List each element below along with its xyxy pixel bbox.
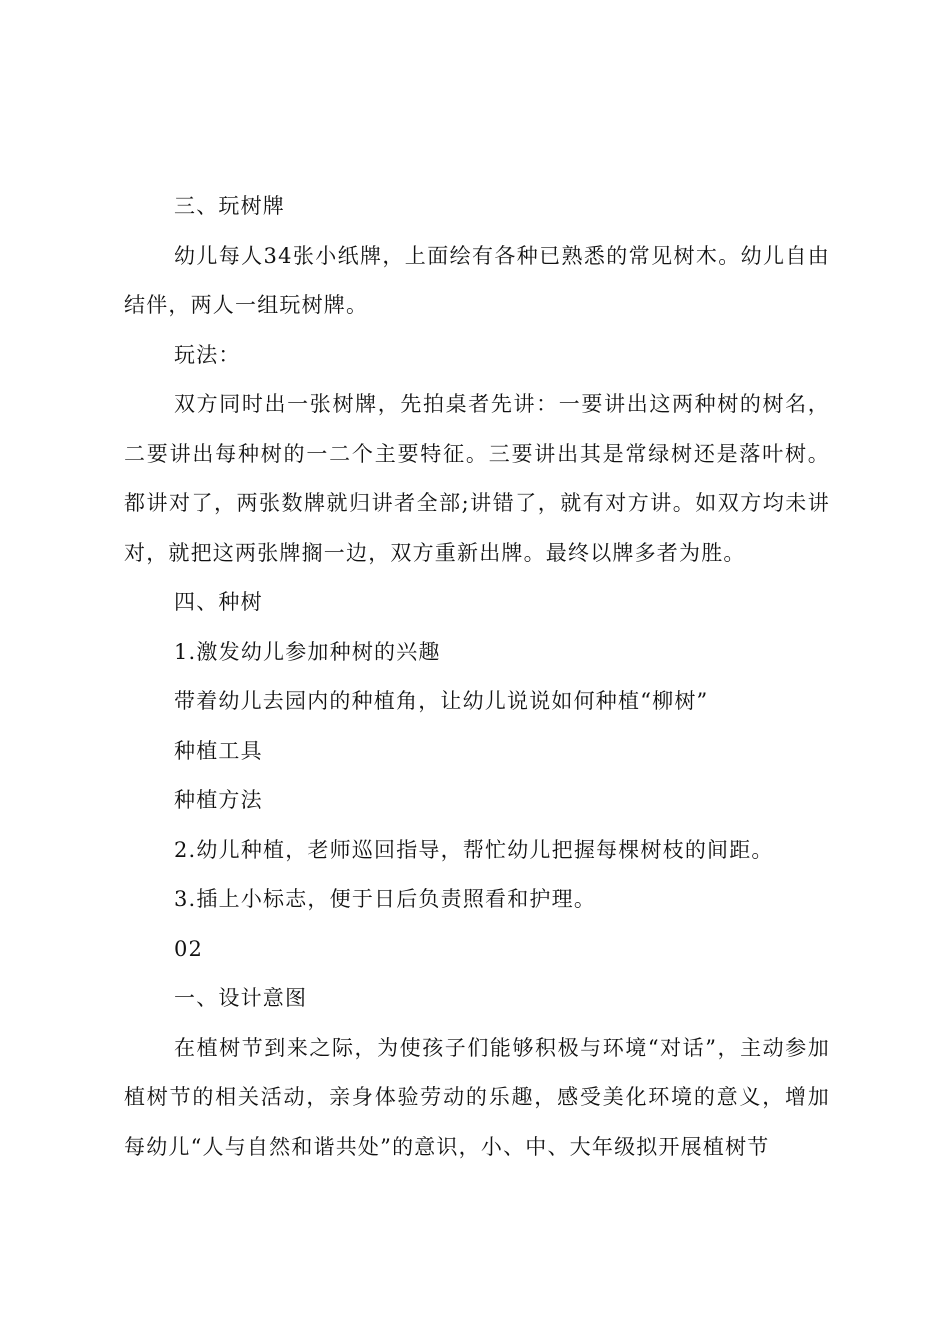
list-item-step-1: 1.激发幼儿参加种树的兴趣 bbox=[174, 639, 441, 664]
section-number-02: 02 bbox=[174, 936, 204, 961]
list-item-step-3: 3.插上小标志，便于日后负责照看和护理。 bbox=[174, 887, 597, 911]
label-rules: 玩法： bbox=[174, 342, 241, 367]
paragraph-design-intent: 在植树节到来之际，为使孩子们能够积极与环境“对话”，主动参加植树节的相关活动，亲身体验劳动的乐趣，感受美化环境的意义，增加每幼儿“人与自然和谐共处”的意识，小、中、大年级拟开展植树节 bbox=[124, 1035, 830, 1159]
section-heading-plant-trees: 四、种树 bbox=[174, 590, 263, 614]
paragraph-planting-corner: 带着幼儿去园内的种植角，让幼儿说说如何种植“柳树” bbox=[174, 689, 709, 713]
paragraph-game-rules: 双方同时出一张树牌，先拍桌者先讲：一要讲出这两种树的树名，二要讲出每种树的一二个主要特征。三要讲出其是常绿树还是落叶树。都讲对了，两张数牌就归讲者全部;讲错了，就有对方讲。如双方均未讲对，就把这两张牌搁一边，双方重新出牌。最终以牌多者为胜。 bbox=[124, 392, 830, 565]
section-heading-play-tree-cards: 三、玩树牌 bbox=[174, 194, 285, 218]
paragraph-card-setup: 幼儿每人34张小纸牌，上面绘有各种已熟悉的常见树木。幼儿自由结伴，两人一组玩树牌。 bbox=[124, 243, 830, 317]
list-item-step-2: 2.幼儿种植，老师巡回指导，帮忙幼儿把握每棵树枝的间距。 bbox=[174, 837, 774, 862]
label-planting-method: 种植方法 bbox=[174, 788, 263, 812]
label-planting-tools: 种植工具 bbox=[174, 738, 263, 763]
document-body bbox=[124, 182, 830, 1172]
section-heading-design-intent: 一、设计意图 bbox=[174, 986, 308, 1010]
